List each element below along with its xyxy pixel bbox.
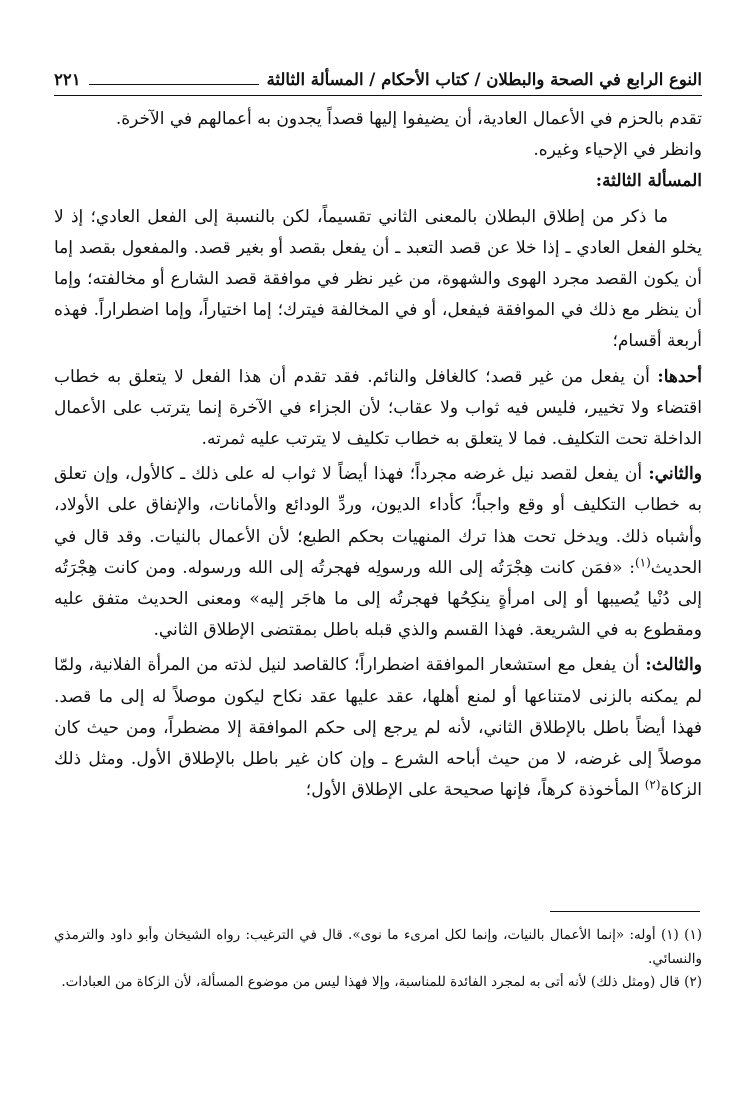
main-text [54,104,702,806]
paragraph-2-text: أن يفعل من غير قصد؛ كالغافل والنائم. فقد تقدم أن هذا الفعل لا يتعلق به خطاب اقتضاء ولا تخيير، فليس فيه ثواب ولا عقاب؛ لأن الجزاء في الآخرة إنما يترتب على الأعمال الداخلة تحت التكليف. فما لا يتعلق به خطاب تكليف لا يترتب عليه ثمرته. [54,366,702,450]
footnote-divider [550,911,700,912]
header-rule [89,84,259,85]
paragraph-4 [54,650,702,806]
running-title: النوع الرابع في الصحة والبطلان / كتاب الأحكام / المسألة الثالثة [266,70,702,89]
footnote-1: (١) (١) أوله: «إنما الأعمال بالنيات، وإنما لكل امرىء ما نوى». قال في الترغيب: رواه الشيخان وأبو داود والترمذي والنسائي. [54,927,702,967]
intro-line-2: وانظر في الإحياء وغيره. [533,140,702,161]
paragraph-3 [54,459,702,646]
footnote-2: (٢) قال (ومثل ذلك) لأنه أتى به لمجرد الفائدة للمناسبة، وإلا فهذا ليس من موضوع المسألة، لأن الزكاة من العبادات. [61,974,702,990]
page-number: ٢٢١ [54,70,81,89]
paragraph-3-lead: والثاني: [648,464,702,485]
section-heading: المسألة الثالثة: [595,171,702,192]
footnotes [54,924,702,995]
paragraph-3-text-a: أن يفعل لقصد نيل غرضه مجرداً؛ فهذا أيضاً لا ثواب له على ذلك ـ كالأول، وإن تعلق به خطاب التكليف أو وقع واجباً؛ كأداء الديون، وردِّ الودائع والأمانات، والإنفاق على الأولاد، وأشباه ذلك. ويدخل تحت هذا ترك المنهيات بحكم الطبع؛ لأن الأعمال بالنيات. وقد قال في الحديث [54,464,702,578]
paragraph-2-lead: أحدها: [657,366,702,387]
page-header [54,68,702,96]
footnote-marker-2[interactable]: (٢) [644,777,661,792]
paragraph-4-text-b: المأخوذة كرهاً، فإنها صحيحة على الإطلاق الأول؛ [305,780,645,801]
paragraph-2 [54,362,702,456]
paragraph-4-lead: والثالث: [645,655,702,676]
paragraph-1: ما ذكر من إطلاق البطلان بالمعنى الثاني تقسيماً، لكن بالنسبة إلى الفعل العادي؛ إذ لا يخلو الفعل العادي ـ إذا خلا عن قصد التعبد ـ أن يفعل بقصد أو بغير قصد. والمفعول بقصد إما أن يكون القصد مجرد الهوى والشهوة، من غير نظر في موافقة قصد الشارع أو مخالفته؛ وإما أن ينظر مع ذلك في الموافقة فيفعل، أو في المخالفة فيترك؛ إما اختياراً، وإما اضطراراً. فهذه أربعة أقسام؛ [54,206,702,352]
intro-line-1: تقدم بالحزم في الأعمال العادية، أن يضيفوا إليها قصداً يجدون به أعمالهم في الآخرة. [115,109,702,129]
footnote-marker-1[interactable]: (١) [634,555,651,570]
paragraph-4-text-a: أن يفعل مع استشعار الموافقة اضطراراً؛ كالقاصد لنيل لذته من المرأة الفلانية، ولمّا لم يمكنه بالزنى لامتناعها أو لمنع أهلها، عقد عليها عقد نكاح ليكون موصلاً له إلى ما قصد. فهذا أيضاً باطل بالإطلاق الثاني، لأنه لم يرجع إلى حكم الموافقة إلا مضطراً، ومن حيث كان موصلاً إلى غرضه، لا من حيث أباحه الشرع ـ وإن كان غير باطل بالإطلاق الأول. ومثل ذلك الزكاة [54,655,702,801]
paragraph-3-text-b: : «فمَن كانت هِجْرَتُه إلى الله ورسولِه فهجرتُه إلى الله ورسوله. ومن كانت هِجْرَتُه إلى دُنْيا يُصيبها أو إلى امرأةٍ ينكِحُها فهجرتُه إلى ما هاجَر إليه» ومعنى الحديث متفق عليه ومقطوع به في الشريعة. فهذا القسم والذي قبله باطل بمقتضى الإطلاق الثاني. [54,557,702,641]
